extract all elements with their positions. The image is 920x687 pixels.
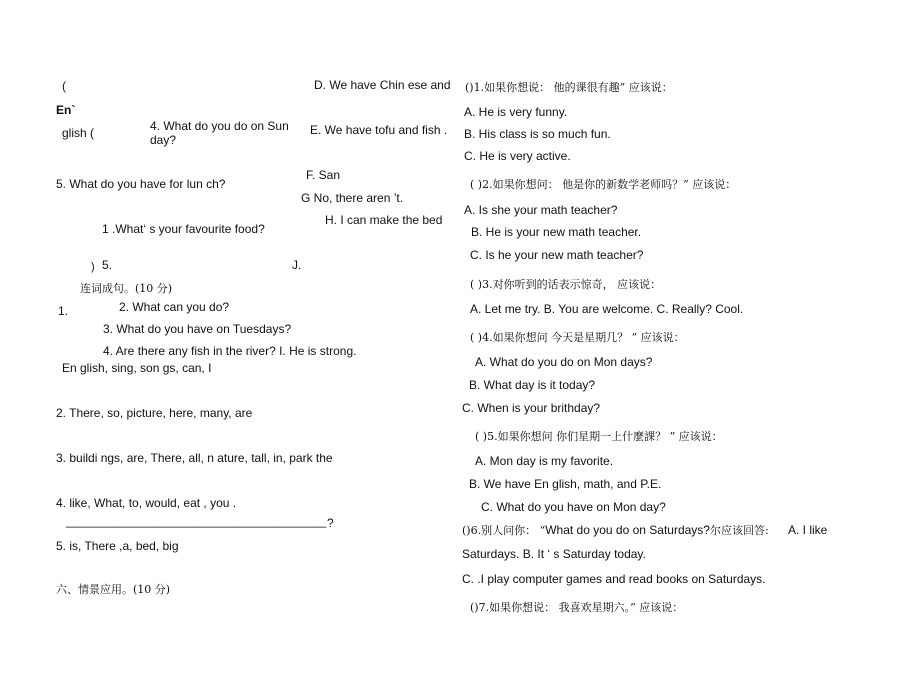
q1-option-a: A. He is very funny. — [464, 105, 568, 119]
word-group-2: 2. There, so, picture, here, many, are — [56, 406, 253, 420]
answer-blank-line: _______________________________________ — [66, 514, 327, 528]
q6-option-c: C. .I play computer games and read books on Saturdays. — [462, 572, 766, 586]
word-group-1: En glish, sing, son gs, can, I — [62, 361, 212, 375]
option-f: F. San — [306, 168, 341, 182]
sentence-number-1: 1. — [58, 304, 69, 318]
word-group-5: 5. is, There ,a, bed, big — [56, 539, 179, 553]
q6-prompt-en: What do you do on Saturdays? — [545, 523, 710, 537]
q3-prompt: ( )3.对你听到的话表示惊奇， 应该说： — [470, 278, 662, 291]
section-5-title: 连词成句。(10 分) — [80, 282, 173, 295]
glish-fragment: glish ( — [62, 126, 95, 140]
q6-prompt — [462, 523, 769, 538]
paren-open: ( — [62, 79, 66, 93]
q1-option-c: C. He is very active. — [464, 149, 571, 163]
q2-option-c: C. Is he your new math teacher? — [470, 248, 644, 262]
matching-q3: 3. What do you have on Tuesdays? — [103, 322, 292, 336]
matching-q4-line2: day? — [150, 133, 177, 147]
q6-option-a: A. I like — [788, 523, 828, 537]
q4-prompt: ( )4.如果你想问 今天是星期几？ ” 应该说： — [470, 331, 685, 344]
en-fragment: En` — [56, 103, 76, 117]
q5-option-b: B. We have En glish, math, and P.E. — [469, 477, 662, 491]
q2-option-b: B. He is your new math teacher. — [471, 225, 642, 239]
option-g: G No, there aren ’t. — [301, 191, 404, 205]
q1-prompt: ()1.如果你想说： 他的课很有趣” 应该说： — [465, 81, 673, 94]
q1-option-b: B. His class is so much fun. — [464, 127, 611, 141]
q4-option-a: A. What do you do on Mon days? — [475, 355, 653, 369]
q6-prompt-cn: ()6.别人问你： “ — [462, 524, 546, 537]
option-j: J. — [292, 258, 302, 272]
matching-q2: 2. What can you do? — [119, 300, 230, 314]
q6-answer-cn: 尔应该回答: — [709, 524, 769, 537]
q6-line2: Saturdays. B. It ‘ s Saturday today. — [462, 547, 646, 561]
q3-options: A. Let me try. B. You are welcome. C. Really? Cool. — [470, 302, 744, 316]
option-h: H. I can make the bed — [325, 213, 443, 227]
q2-option-a: A. Is she your math teacher? — [464, 203, 618, 217]
q5-option-a: A. Mon day is my favorite. — [475, 454, 614, 468]
matching-q1-food: 1 .What‘ s your favourite food? — [102, 222, 265, 236]
matching-q4-river: 4. Are there any fish in the river? I. He is strong. — [103, 344, 357, 358]
option-d: D. We have Chin ese and — [314, 78, 451, 92]
q4-option-b: B. What day is it today? — [469, 378, 596, 392]
q4-option-c: C. When is your brithday? — [462, 401, 601, 415]
word-group-4: 4. like, What, to, would, eat , you . — [56, 496, 237, 510]
section-6-title: 六、情景应用。(10 分) — [56, 583, 171, 596]
question-mark: ? — [327, 516, 334, 530]
matching-q4-line1: 4. What do you do on Sun — [150, 119, 289, 133]
q2-prompt: ( )2.如果你想问： 他是你的新数学老师吗？” 应该说： — [470, 178, 737, 191]
matching-q5-lunch: 5. What do you have for lun ch? — [56, 177, 226, 191]
option-e: E. We have tofu and fish . — [310, 123, 448, 137]
q7-prompt: ()7.如果你想说： 我喜欢星期六。” 应该说： — [470, 601, 684, 614]
number-5: 5. — [102, 258, 113, 272]
q5-option-c: C. What do you have on Mon day? — [481, 500, 666, 514]
paren-close: ) — [91, 261, 95, 273]
word-group-3: 3. buildi ngs, are, There, all, n ature, tall, in, park the — [56, 451, 333, 465]
q5-prompt: ( )5.如果你想问 你们星期一上什麼課？ ” 应该说： — [475, 430, 723, 443]
